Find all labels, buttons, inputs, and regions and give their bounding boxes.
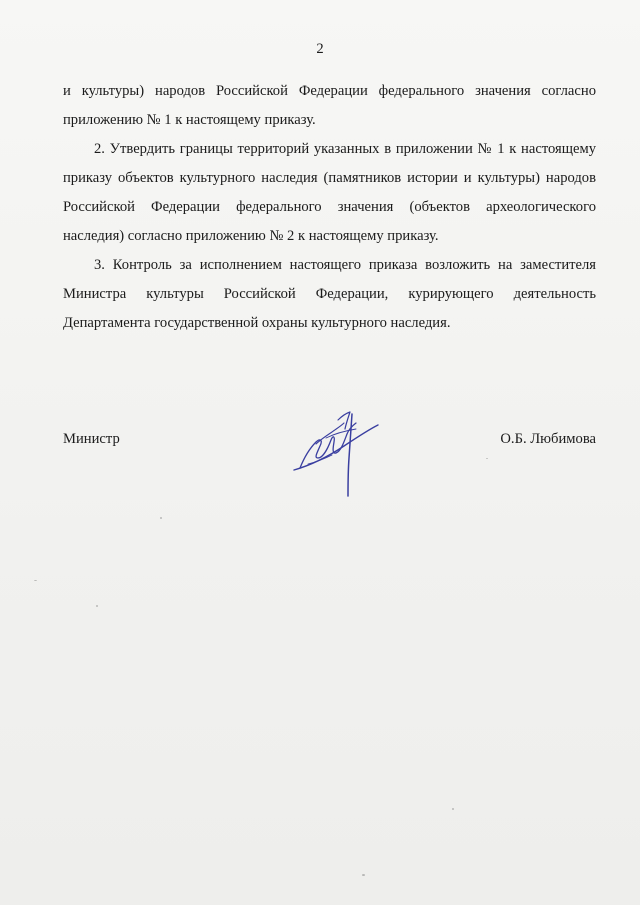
signatory-title: Министр [63, 431, 120, 447]
scan-speck [34, 580, 37, 581]
scan-speck [486, 458, 488, 459]
scan-speck [362, 874, 365, 876]
paragraph-item-3: 3. Контроль за исполнением настоящего приказа возложить на заместителя Министра культуры Российской Федерации, курирующего деятельность Департамента государственной охраны культурного наследия. [63, 257, 596, 331]
scan-speck [452, 808, 454, 810]
paragraph-continuation: и культуры) народов Российской Федерации федерального значения согласно приложению № 1 к настоящему приказу. [63, 83, 596, 128]
handwritten-signature-icon [286, 398, 386, 500]
page-number: 2 [316, 41, 324, 57]
document-body [63, 77, 596, 338]
signatory-name: О.Б. Любимова [500, 431, 596, 447]
scan-speck [160, 517, 162, 519]
scan-speck [96, 605, 98, 607]
paragraph-item-2: 2. Утвердить границы территорий указанных в приложении № 1 к настоящему приказу объектов культурного наследия (памятников истории и культуры) народов Российской Федерации федерального значения (объектов археологического наследия) согласно приложению № 2 к настоящему приказу. [63, 141, 596, 244]
